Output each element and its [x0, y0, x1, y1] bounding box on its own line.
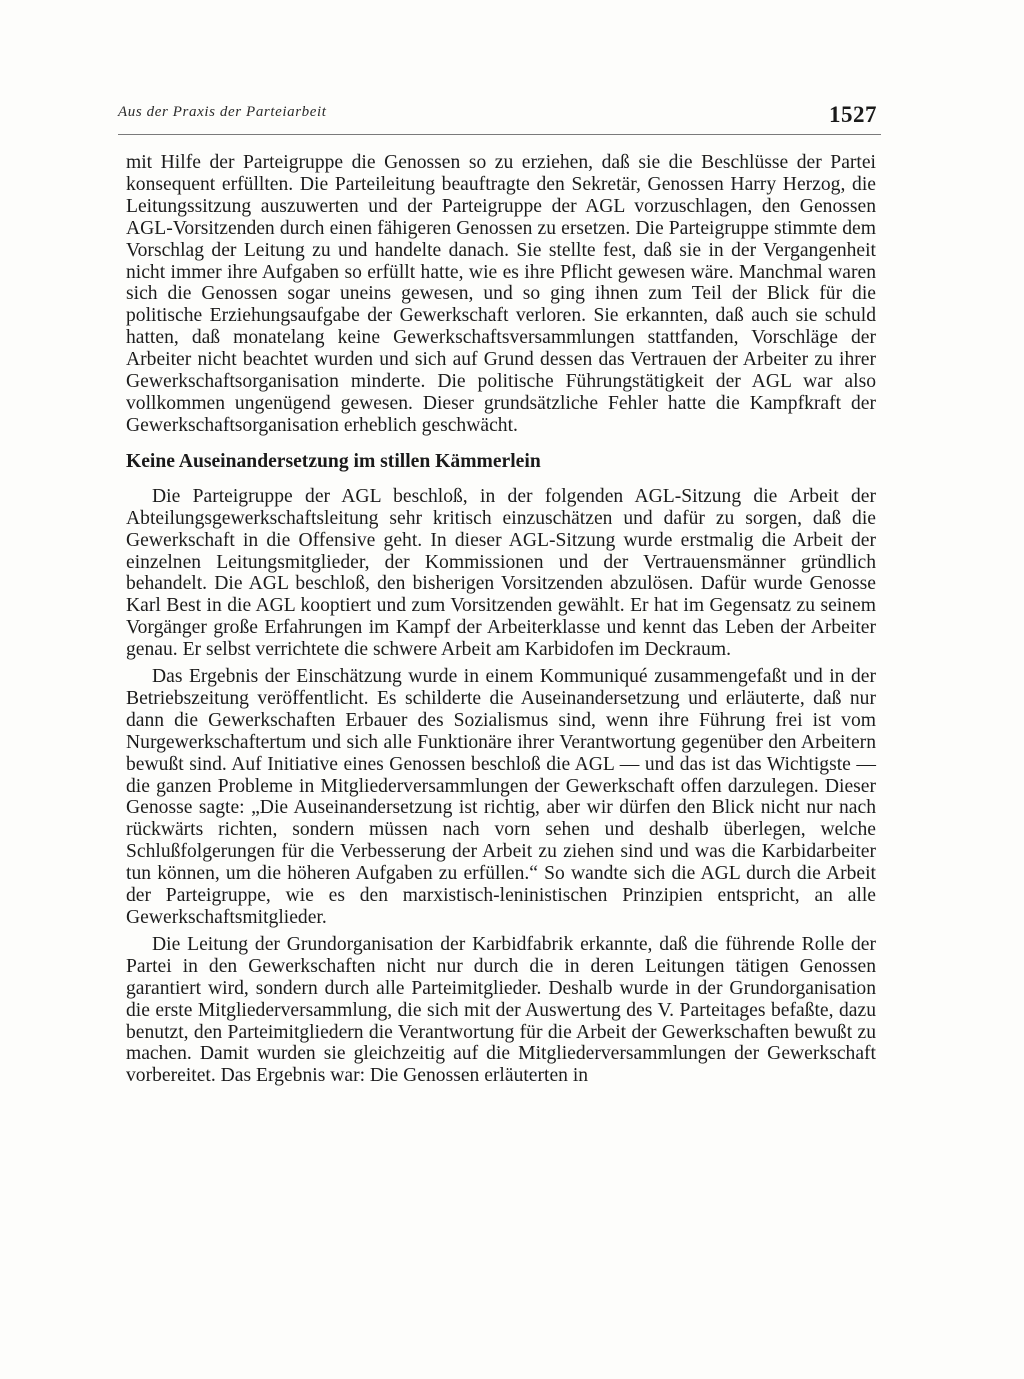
running-head: Aus der Praxis der Parteiarbeit — [118, 104, 327, 120]
body-text — [126, 152, 876, 1087]
paragraph-agl-decision: Die Parteigruppe der AGL beschloß, in der folgenden AGL-Sitzung die Arbeit der Abteilungsgewerkschaftsleitung sehr kritisch einzuschätzen und dafür zu sorgen, daß die Gewerkschaft in die Offensive geht. In dieser AGL-Sitzung wurde erstmalig die Arbeit der einzelnen Leitungsmitglieder, der Kommissionen und der Vertrauensmänner gründlich behandelt. Die AGL beschloß, den bisherigen Vorsitzenden abzulösen. Dafür wurde Genosse Karl Best in die AGL kooptiert und zum Vorsitzenden gewählt. Er hat im Gegensatz zu seinem Vorgänger große Erfahrungen im Kampf der Arbeiterklasse und kennt das Leben der Arbeiter genau. Er selbst verrichtete die schwere Arbeit am Karbidofen im Deckraum. — [126, 485, 876, 661]
paragraph-continuation: mit Hilfe der Parteigruppe die Genossen so zu erziehen, daß sie die Beschlüsse der Partei konsequent erfüllten. Die Parteileitung beauftragte den Sekretär, Genossen Harry Herzog, die Leitungssitzung auszuwerten und der Parteigruppe der AGL vorzuschlagen, den Genossen AGL-Vorsitzenden durch einen fähigeren Genossen zu ersetzen. Die Parteigruppe stimmte dem Vorschlag der Leitung zu und handelte danach. Sie stellte fest, daß sie in der Vergangenheit nicht immer ihre Aufgaben so erfüllt hatte, wie es ihre Pflicht gewesen wäre. Manchmal waren sich die Genossen sogar uneins gewesen, und so ging ihnen zum Teil der Blick für die politische Erziehungsaufgabe der Gewerkschaft verloren. Sie erkannten, daß auch sie schuld hatten, daß monatelang keine Gewerkschaftsversammlungen stattfanden, Vorschläge der Arbeiter nicht beachtet wurden und sich auf Grund dessen das Vertrauen der Arbeiter zu ihrer Gewerkschaftsorganisation minderte. Die politische Führungstätigkeit der AGL war also vollkommen ungenügend gewesen. Dieser grundsätzliche Fehler hatte die Kampfkraft der Gewerkschaftsorganisation erheblich geschwächt. — [126, 152, 876, 436]
paragraph-communique: Das Ergebnis der Einschätzung wurde in einem Kommuniqué zusammengefaßt und in der Betriebszeitung veröffentlicht. Es schilderte die Auseinandersetzung und erläuterte, daß nur dann die Gewerkschaften Erbauer des Sozialismus sind, wenn ihre Führung frei ist vom Nurgewerkschaftertum und sich alle Funktionäre ihrer Verantwortung gegenüber den Arbeitern bewußt sind. Auf Initiative eines Genossen beschloß die AGL — und das ist das Wichtigste — die ganzen Probleme in Mitgliederversammlungen der Gewerkschaft offen darzulegen. Dieser Genosse sagte: „Die Auseinandersetzung ist richtig, aber wir dürfen den Blick nicht nur nach rückwärts richten, sondern müssen nach vorn sehen und deshalb überlegen, welche Schlußfolgerungen für die Verbesserung der Arbeit zu ziehen sind und was die Karbidarbeiter tun können, um die höheren Aufgaben zu erfüllen.“ So wandte sich die AGL durch die Arbeit der Parteigruppe, wie es den marxistisch-leninistischen Prinzipien entspricht, an alle Gewerkschaftsmitglieder. — [126, 666, 876, 928]
page-header — [118, 102, 881, 128]
header-rule — [118, 134, 881, 135]
paragraph-grundorganisation: Die Leitung der Grundorganisation der Karbidfabrik erkannte, daß die führende Rolle der Partei in den Gewerkschaften nicht nur durch die in deren Leitungen tätigen Genossen garantiert wird, sondern durch alle Parteimitglieder. Deshalb wurde in der Grundorganisation die erste Mitgliederversammlung, die sich mit der Auswertung des V. Parteitages befaßte, dazu benutzt, den Parteimitgliedern die Verantwortung für die Arbeit der Gewerkschaften bewußt zu machen. Damit wurden sie gleichzeitig auf die Mitgliederversammlungen der Gewerkschaft vorbereitet. Das Ergebnis war: Die Genossen erläuterten in — [126, 933, 876, 1087]
page-number: 1527 — [829, 102, 877, 127]
section-heading: Keine Auseinandersetzung im stillen Kämmerlein — [126, 450, 541, 472]
